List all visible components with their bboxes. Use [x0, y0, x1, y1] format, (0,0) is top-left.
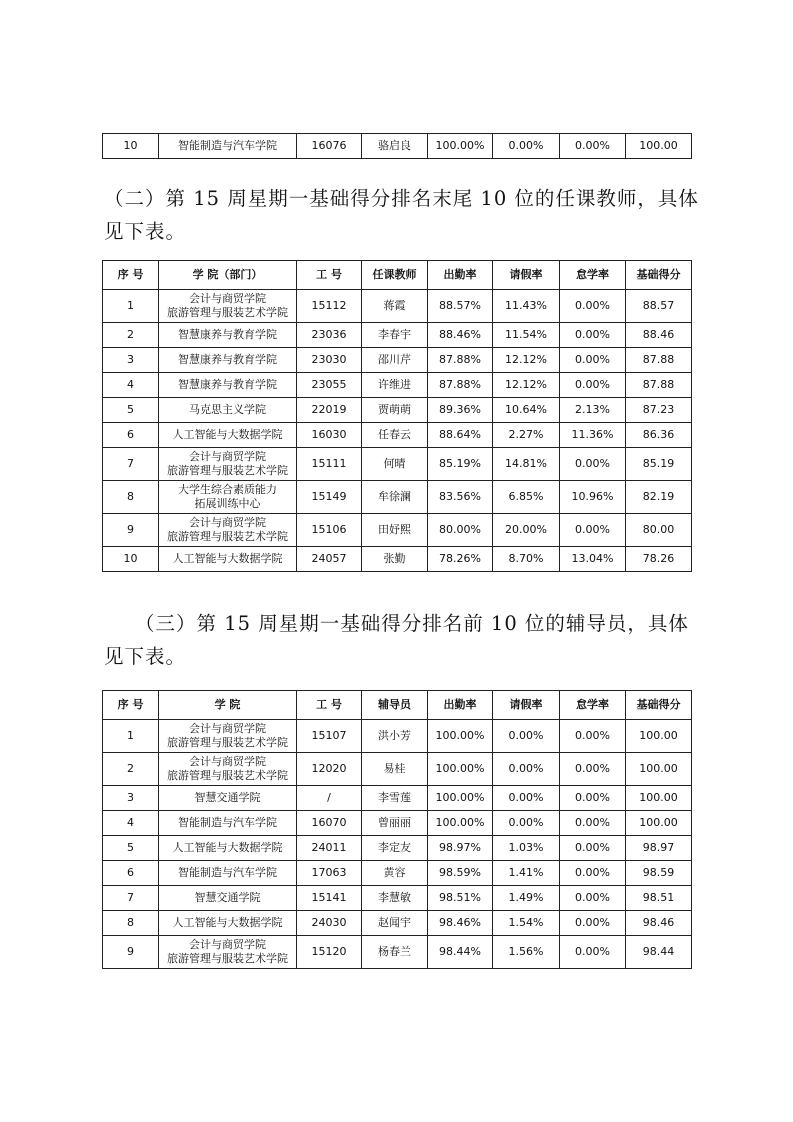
header-staff-id: 工 号: [297, 691, 362, 720]
cell-attendance: 100.00%: [428, 753, 493, 786]
cell-truancy: 0.00%: [560, 290, 626, 323]
college-line: 人工智能与大数据学院: [172, 916, 283, 929]
cell-attendance: 100.00%: [428, 811, 493, 836]
cell-rank: 10: [103, 134, 159, 159]
cell-rank: 4: [103, 811, 159, 836]
college-line: 旅游管理与服装艺术学院: [167, 464, 288, 477]
cell-score: 82.19: [626, 481, 692, 514]
table-row: [103, 134, 692, 159]
cell-attendance: 98.59%: [428, 861, 493, 886]
header-truancy: 怠学率: [560, 691, 626, 720]
cell-score: 98.59: [626, 861, 692, 886]
cell-score: 88.46: [626, 323, 692, 348]
cell-college: [159, 753, 297, 786]
cell-college: [159, 398, 297, 423]
cell-leave: 0.00%: [493, 753, 560, 786]
cell-truancy: 0.00%: [560, 836, 626, 861]
cell-staff-id: /: [297, 786, 362, 811]
cell-rank: 9: [103, 514, 159, 547]
cell-name: 李慧敏: [362, 886, 428, 911]
cell-rank: 7: [103, 886, 159, 911]
college-line: 智慧交通学院: [194, 891, 261, 904]
cell-truancy: 13.04%: [560, 547, 626, 572]
cell-name: 张勤: [362, 547, 428, 572]
cell-staff-id: 24011: [297, 836, 362, 861]
cell-attendance: 88.46%: [428, 323, 493, 348]
cell-staff-id: 23036: [297, 323, 362, 348]
cell-college: [159, 861, 297, 886]
cell-name: 蒋霞: [362, 290, 428, 323]
cell-name: 易桂: [362, 753, 428, 786]
cell-leave: 2.27%: [493, 423, 560, 448]
header-staff-id: 工 号: [297, 261, 362, 290]
cell-attendance: 100.00%: [428, 134, 493, 159]
header-score: 基础得分: [626, 691, 692, 720]
cell-rank: 3: [103, 348, 159, 373]
table-row: [103, 373, 692, 398]
header-leave: 请假率: [493, 691, 560, 720]
cell-leave: 11.43%: [493, 290, 560, 323]
cell-college: [159, 886, 297, 911]
college-line: 会计与商贸学院: [189, 755, 266, 768]
cell-name: 牟徐澜: [362, 481, 428, 514]
cell-truancy: 0.00%: [560, 936, 626, 969]
college-line: 人工智能与大数据学院: [172, 428, 283, 441]
college-line: 旅游管理与服装艺术学院: [167, 769, 288, 782]
cell-score: 100.00: [626, 811, 692, 836]
cell-attendance: 85.19%: [428, 448, 493, 481]
cell-staff-id: 15141: [297, 886, 362, 911]
cell-leave: 11.54%: [493, 323, 560, 348]
cell-college: [159, 911, 297, 936]
cell-leave: 12.12%: [493, 373, 560, 398]
college-line: 会计与商贸学院: [189, 516, 266, 529]
college-line: 人工智能与大数据学院: [172, 552, 283, 565]
college-line: 大学生综合素质能力: [178, 483, 277, 496]
cell-rank: 1: [103, 720, 159, 753]
cell-truancy: 0.00%: [560, 514, 626, 547]
cell-staff-id: 17063: [297, 861, 362, 886]
cell-truancy: 0.00%: [560, 448, 626, 481]
cell-truancy: 0.00%: [560, 323, 626, 348]
cell-truancy: 0.00%: [560, 134, 626, 159]
cell-college: [159, 134, 297, 159]
header-counselor: 辅导员: [362, 691, 428, 720]
cell-college: [159, 514, 297, 547]
table-row: [103, 514, 692, 547]
cell-attendance: 98.97%: [428, 836, 493, 861]
college-line: 人工智能与大数据学院: [172, 841, 283, 854]
cell-truancy: 2.13%: [560, 398, 626, 423]
cell-score: 100.00: [626, 786, 692, 811]
college-line: 旅游管理与服装艺术学院: [167, 530, 288, 543]
cell-rank: 10: [103, 547, 159, 572]
cell-rank: 8: [103, 481, 159, 514]
table-row: [103, 448, 692, 481]
cell-leave: 1.54%: [493, 911, 560, 936]
section-heading-top-counselors: [104, 607, 702, 673]
college-line: 旅游管理与服装艺术学院: [167, 952, 288, 965]
header-college: 学 院: [159, 691, 297, 720]
cell-score: 87.88: [626, 348, 692, 373]
cell-attendance: 98.51%: [428, 886, 493, 911]
college-line: 拓展训练中心: [194, 497, 261, 510]
college-line: 会计与商贸学院: [189, 722, 266, 735]
cell-attendance: 88.57%: [428, 290, 493, 323]
cell-college: [159, 290, 297, 323]
cell-name: 许维进: [362, 373, 428, 398]
table-row: [103, 423, 692, 448]
cell-leave: 1.56%: [493, 936, 560, 969]
cell-leave: 1.03%: [493, 836, 560, 861]
table-row: [103, 911, 692, 936]
cell-name: 贾萌萌: [362, 398, 428, 423]
cell-truancy: 0.00%: [560, 861, 626, 886]
college-line: 智能制造与汽车学院: [178, 139, 277, 152]
table-row: [103, 720, 692, 753]
cell-truancy: 0.00%: [560, 811, 626, 836]
header-college: 学 院（部门）: [159, 261, 297, 290]
section-heading-line-1: （三）第 15 周星期一基础得分排名前 10 位的辅导员，具体: [135, 612, 689, 635]
cell-leave: 0.00%: [493, 811, 560, 836]
cell-truancy: 11.36%: [560, 423, 626, 448]
cell-rank: 6: [103, 861, 159, 886]
cell-score: 100.00: [626, 753, 692, 786]
college-line: 马克思主义学院: [189, 403, 266, 416]
cell-college: [159, 936, 297, 969]
cell-leave: 1.49%: [493, 886, 560, 911]
cell-truancy: 0.00%: [560, 720, 626, 753]
cell-name: 骆启良: [362, 134, 428, 159]
table-row: [103, 936, 692, 969]
table-top-ranked-teachers-continued: [102, 133, 692, 159]
cell-attendance: 80.00%: [428, 514, 493, 547]
cell-score: 100.00: [626, 720, 692, 753]
cell-truancy: 0.00%: [560, 886, 626, 911]
cell-score: 78.26: [626, 547, 692, 572]
cell-attendance: 89.36%: [428, 398, 493, 423]
cell-leave: 0.00%: [493, 720, 560, 753]
college-line: 旅游管理与服装艺术学院: [167, 736, 288, 749]
header-attendance: 出勤率: [428, 261, 493, 290]
table-row: [103, 886, 692, 911]
cell-attendance: 98.44%: [428, 936, 493, 969]
cell-name: 邵川芹: [362, 348, 428, 373]
cell-score: 88.57: [626, 290, 692, 323]
cell-truancy: 0.00%: [560, 911, 626, 936]
table-row: [103, 786, 692, 811]
header-rank: 序 号: [103, 261, 159, 290]
cell-leave: 8.70%: [493, 547, 560, 572]
cell-rank: 2: [103, 753, 159, 786]
cell-name: 李雪莲: [362, 786, 428, 811]
cell-staff-id: 15112: [297, 290, 362, 323]
cell-score: 87.88: [626, 373, 692, 398]
cell-staff-id: 15106: [297, 514, 362, 547]
cell-staff-id: 24030: [297, 911, 362, 936]
cell-truancy: 0.00%: [560, 786, 626, 811]
cell-score: 98.51: [626, 886, 692, 911]
cell-staff-id: 15120: [297, 936, 362, 969]
cell-attendance: 83.56%: [428, 481, 493, 514]
cell-name: 任春云: [362, 423, 428, 448]
cell-score: 85.19: [626, 448, 692, 481]
cell-leave: 6.85%: [493, 481, 560, 514]
table-top-ranked-counselors: [102, 690, 692, 969]
table-row: [103, 481, 692, 514]
cell-leave: 12.12%: [493, 348, 560, 373]
cell-attendance: 88.64%: [428, 423, 493, 448]
table-bottom-ranked-teachers: [102, 260, 692, 572]
cell-score: 100.00: [626, 134, 692, 159]
table-row: [103, 547, 692, 572]
cell-truancy: 0.00%: [560, 373, 626, 398]
cell-college: [159, 811, 297, 836]
college-line: 智能制造与汽车学院: [178, 816, 277, 829]
cell-college: [159, 423, 297, 448]
college-line: 会计与商贸学院: [189, 450, 266, 463]
cell-attendance: 78.26%: [428, 547, 493, 572]
table-row: [103, 398, 692, 423]
cell-rank: 5: [103, 836, 159, 861]
cell-name: 何晴: [362, 448, 428, 481]
cell-name: 洪小芳: [362, 720, 428, 753]
cell-staff-id: 24057: [297, 547, 362, 572]
college-line: 智慧康养与教育学院: [178, 353, 277, 366]
college-line: 会计与商贸学院: [189, 292, 266, 305]
table-row: [103, 348, 692, 373]
cell-staff-id: 15149: [297, 481, 362, 514]
cell-attendance: 100.00%: [428, 720, 493, 753]
cell-staff-id: 23030: [297, 348, 362, 373]
college-line: 旅游管理与服装艺术学院: [167, 306, 288, 319]
table-row: [103, 753, 692, 786]
cell-name: 田妤熙: [362, 514, 428, 547]
cell-truancy: 10.96%: [560, 481, 626, 514]
cell-truancy: 0.00%: [560, 348, 626, 373]
cell-rank: 3: [103, 786, 159, 811]
cell-college: [159, 323, 297, 348]
college-line: 智慧康养与教育学院: [178, 328, 277, 341]
cell-name: 曾丽丽: [362, 811, 428, 836]
cell-name: 黄容: [362, 861, 428, 886]
cell-attendance: 100.00%: [428, 786, 493, 811]
cell-rank: 4: [103, 373, 159, 398]
cell-attendance: 87.88%: [428, 373, 493, 398]
cell-rank: 8: [103, 911, 159, 936]
cell-rank: 5: [103, 398, 159, 423]
cell-leave: 10.64%: [493, 398, 560, 423]
header-leave: 请假率: [493, 261, 560, 290]
cell-staff-id: 12020: [297, 753, 362, 786]
cell-staff-id: 16030: [297, 423, 362, 448]
cell-truancy: 0.00%: [560, 753, 626, 786]
header-teacher: 任课教师: [362, 261, 428, 290]
table-row: [103, 323, 692, 348]
cell-rank: 6: [103, 423, 159, 448]
cell-college: [159, 547, 297, 572]
cell-staff-id: 15107: [297, 720, 362, 753]
table-row: [103, 811, 692, 836]
table-header-row: [103, 261, 692, 290]
college-line: 智能制造与汽车学院: [178, 866, 277, 879]
section-heading-line-2: 见下表。: [104, 645, 187, 668]
cell-score: 98.44: [626, 936, 692, 969]
cell-college: [159, 348, 297, 373]
cell-staff-id: 23055: [297, 373, 362, 398]
cell-name: 杨春兰: [362, 936, 428, 969]
cell-college: [159, 481, 297, 514]
cell-rank: 9: [103, 936, 159, 969]
cell-college: [159, 373, 297, 398]
cell-score: 87.23: [626, 398, 692, 423]
cell-score: 80.00: [626, 514, 692, 547]
header-truancy: 怠学率: [560, 261, 626, 290]
cell-leave: 0.00%: [493, 134, 560, 159]
table-row: [103, 861, 692, 886]
cell-college: [159, 720, 297, 753]
header-score: 基础得分: [626, 261, 692, 290]
cell-college: [159, 448, 297, 481]
cell-rank: 7: [103, 448, 159, 481]
college-line: 智慧交通学院: [194, 791, 261, 804]
cell-name: 李春宇: [362, 323, 428, 348]
cell-score: 86.36: [626, 423, 692, 448]
table-header-row: [103, 691, 692, 720]
cell-staff-id: 15111: [297, 448, 362, 481]
cell-staff-id: 22019: [297, 398, 362, 423]
cell-score: 98.97: [626, 836, 692, 861]
cell-leave: 1.41%: [493, 861, 560, 886]
cell-attendance: 98.46%: [428, 911, 493, 936]
cell-staff-id: 16070: [297, 811, 362, 836]
cell-leave: 0.00%: [493, 786, 560, 811]
cell-staff-id: 16076: [297, 134, 362, 159]
cell-leave: 14.81%: [493, 448, 560, 481]
header-rank: 序 号: [103, 691, 159, 720]
college-line: 智慧康养与教育学院: [178, 378, 277, 391]
cell-rank: 1: [103, 290, 159, 323]
cell-name: 李定友: [362, 836, 428, 861]
cell-college: [159, 836, 297, 861]
cell-leave: 20.00%: [493, 514, 560, 547]
cell-name: 赵闻宇: [362, 911, 428, 936]
section-heading-bottom-teachers: （二）第 15 周星期一基础得分排名末尾 10 位的任课教师，具体见下表。: [104, 187, 699, 243]
table-row: [103, 836, 692, 861]
header-attendance: 出勤率: [428, 691, 493, 720]
cell-rank: 2: [103, 323, 159, 348]
college-line: 会计与商贸学院: [189, 938, 266, 951]
table-row: [103, 290, 692, 323]
cell-college: [159, 786, 297, 811]
cell-score: 98.46: [626, 911, 692, 936]
cell-attendance: 87.88%: [428, 348, 493, 373]
